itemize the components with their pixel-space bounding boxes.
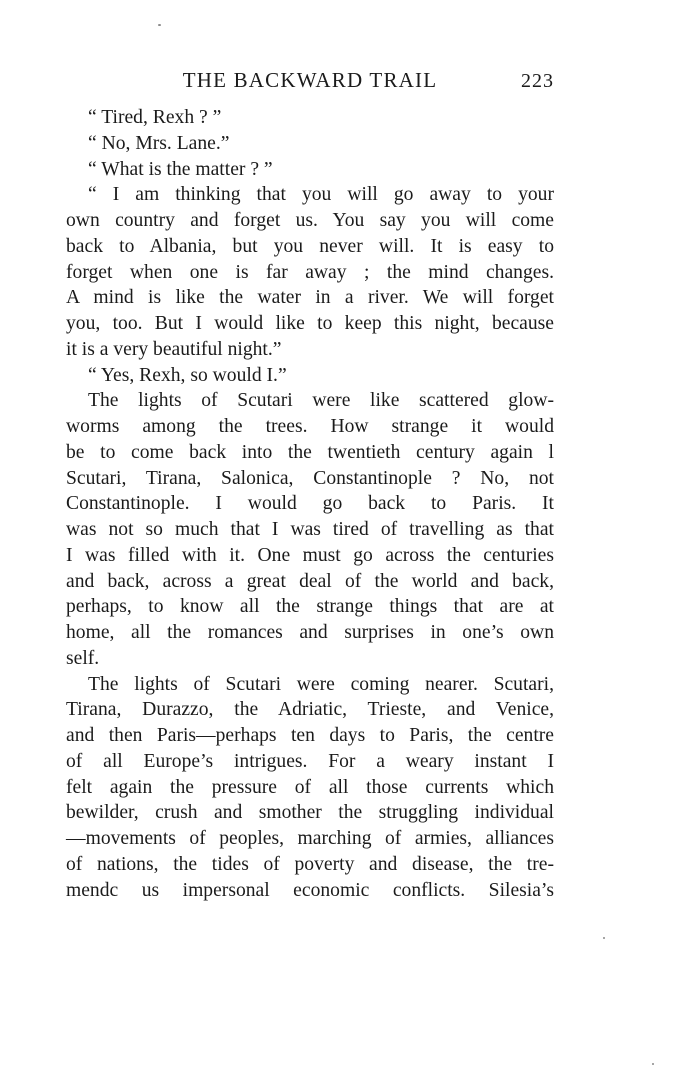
text-line: felt again the pressure of all those currents which [66, 776, 554, 798]
text-line: “ Tired, Rexh ? ” [88, 107, 222, 128]
text-line: self. [66, 647, 100, 669]
page-number: 223 [521, 70, 554, 92]
text-line: —movements of peoples, marching of armies, alliances [66, 828, 554, 849]
text-line: Constantinople. I would go back to Paris. It [66, 493, 554, 515]
text-line: was not so much that I was tired of travelling as that [66, 519, 554, 540]
text-line: of nations, the tides of poverty and disease, the tre- [66, 853, 554, 875]
text-line: perhaps, to know all the strange things that are at [66, 596, 554, 618]
text-line: “ I am thinking that you will go away to your [88, 184, 554, 206]
text-line: and back, across a great deal of the world and back, [66, 570, 554, 592]
text-line: you, too. But I would like to keep this night, because [66, 313, 554, 334]
text-line: it is a very beautiful night.” [66, 338, 282, 360]
text-line: “ No, Mrs. Lane.” [88, 132, 230, 154]
text-line: “ What is the matter ? ” [88, 158, 273, 180]
text-line: Tirana, Durazzo, the Adriatic, Trieste, and Venice, [66, 699, 554, 721]
text-line: “ Yes, Rexh, so would I.” [88, 364, 287, 386]
text-line: forget when one is far away ; the mind changes. [66, 261, 554, 283]
scan-speck [158, 24, 161, 26]
text-line: The lights of Scutari were coming nearer. Scutari, [88, 673, 554, 695]
text-line: Scutari, Tirana, Salonica, Constantinople ? No, not [66, 467, 554, 489]
scan-speck [652, 1063, 654, 1065]
scan-speck [603, 937, 605, 939]
text-line: back to Albania, but you never will. It is easy to [66, 235, 554, 257]
text-line: own country and forget us. You say you will come [66, 210, 554, 231]
text-line: of all Europe’s intrigues. For a weary instant I [66, 750, 554, 772]
text-line: A mind is like the water in a river. We will forget [66, 287, 554, 309]
text-line: be to come back into the twentieth century again l [66, 441, 554, 463]
text-line: I was filled with it. One must go across the centuries [66, 544, 554, 566]
text-line: worms among the trees. How strange it would [66, 416, 554, 437]
text-line: The lights of Scutari were like scattered glow- [88, 390, 554, 412]
running-header [66, 68, 554, 96]
text-line: mendc us impersonal economic conflicts. Silesia’s [66, 879, 554, 901]
running-title: THE BACKWARD TRAIL [182, 68, 438, 92]
text-line: and then Paris—perhaps ten days to Paris, the centre [66, 725, 554, 746]
text-line: bewilder, crush and smother the struggling individual [66, 802, 554, 824]
text-line: home, all the romances and surprises in one’s own [66, 622, 554, 643]
